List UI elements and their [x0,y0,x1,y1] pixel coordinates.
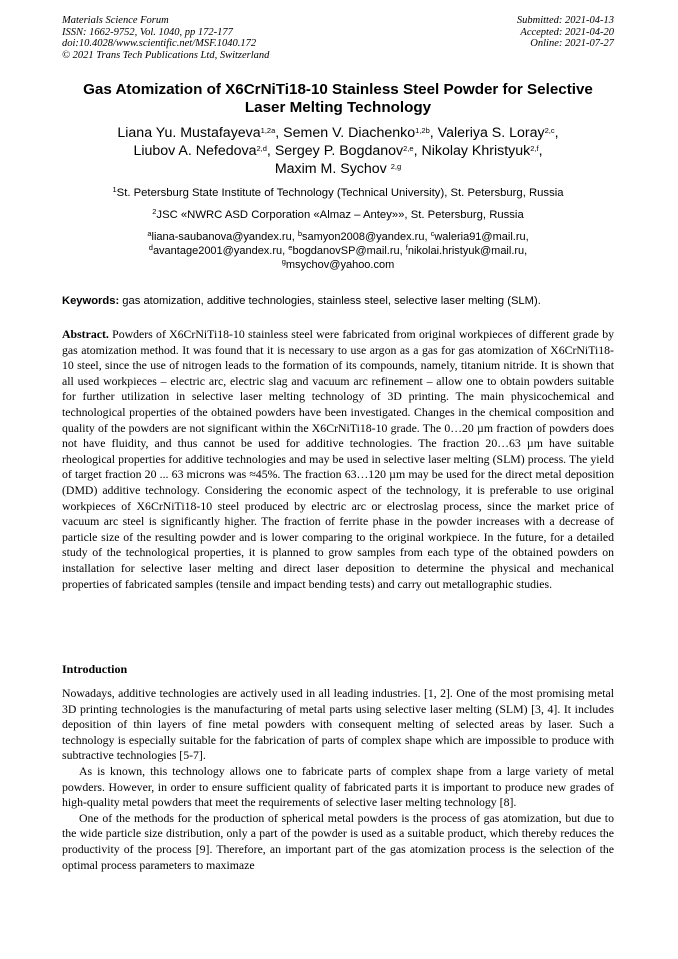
issn-line: ISSN: 1662-9752, Vol. 1040, pp 172-177 [62,26,233,38]
paragraph: One of the methods for the production of spherical metal powders is the process of gas atomization, but due to the wide particle size distribution, only a part of the powder is used as a suitable product, which thereby reduces the productivity of the process [9]. Therefore, an important part of the gas atomization process is the selection of the optimal process parameters to maximaze [62,810,614,872]
author-name: Liana Yu. Mustafayeva [117,125,261,141]
email-address[interactable]: samyon2008@yandex.ru [302,231,425,243]
author-affiliation-mark: 2,f [530,144,539,153]
email-mark: f [405,243,408,252]
email-list [62,230,614,272]
accepted-date: Accepted: 2021-04-20 [520,26,614,38]
title-line-1: Gas Atomization of X6CrNiTi18-10 Stainless Steel Powder for Selective [83,81,593,98]
keywords-text: gas atomization, additive technologies, stainless steel, selective laser melting (SLM). [119,295,541,307]
abstract-text: Powders of X6CrNiTi18-10 stainless steel were fabricated from original workpieces of different grade by gas atomization method. It was found that it is necessary to use argon as a gas for gas atomization of X6CrNiTi18-10 steel, since the use of nitrogen leads to the formation of its compounds, namely, titanium nitride. It is shown that all used workpieces – electric arc, electric slag and vacuum arc refinement – allow one to obtain powders suitable for further utilization in selective laser melting technology of 3D printing. The main physicochemical and technological properties of the obtained powders have been investigated. Changes in the chemical composition and quality of the powders are not significant within the X6CrNiTi18-10 grade. The 0…20 µm fraction of powders does not have fluidity, and thus cannot be used for additive technologies. The fraction 20…63 µm have suitable rheological properties for additive technologies and may be used in selective laser melting (SLM) process. The yield of target fraction 20 ... 63 microns was ≈45%. The fraction 63…120 µm may be used for the direct metal deposition (DMD) additive technology. Considering the economic aspect of the technology, it is preferable to use original workpieces of X6CrNiTi18-10 steel produced by electric arc or electroslag process, since the market price of vacuum arc steel is significantly higher. The fraction of ferrite phase in the powder increases with a decrease of particle size of the resulting powder and is lower comparing to the original workpiece. In the future, for a detailed study of the technological properties, it is planned to grow samples from each type of the obtained powders on installation for selective laser melting and direct laser deposition to determine the physical and mechanical properties of fabricated samples (tensile and impact bending tests) and carry out metallographic studies. [62,327,614,591]
copyright-line: © 2021 Trans Tech Publications Ltd, Switzerland [62,49,270,61]
email-line [62,244,614,258]
email-mark: a [147,229,152,238]
author-affiliation-mark: 2,c [544,126,555,135]
author-name: Sergey P. Bogdanov [274,143,404,159]
email-separator: , [399,245,406,257]
author-name: Maxim M. Sychov [274,161,391,177]
author-name: Nikolay Khristyuk [421,143,531,159]
publication-info [62,15,269,61]
email-mark: e [288,243,293,252]
email-address[interactable]: waleria91@mail.ru, [434,231,529,243]
author-affiliation-mark: 2,d [256,144,267,153]
author-line [62,160,614,178]
paragraph: As is known, this technology allows one to fabricate parts of complex shape from a large variety of metal powders. However, in order to ensure sufficient quality of fabricated parts it is important to produce new grades of high-quality metal powders that meet the requirements of selective laser melting technology [8]. [62,763,614,810]
email-line [62,230,614,244]
doi-line: doi:10.4028/www.scientific.net/MSF.1040.172 [62,38,257,49]
author-affiliation-mark: 2,g [390,162,402,171]
keywords [62,294,622,308]
online-date: Online: 2021-07-27 [530,38,614,49]
email-address[interactable]: liana-saubanova@yandex.ru [151,231,292,243]
author-name: Semen V. Diachenko [283,125,416,141]
affiliation-mark: 2 [152,207,157,216]
paper-title [62,81,614,117]
email-address[interactable]: nikolai.hristyuk@mail.ru, [407,245,528,257]
affiliation-mark: 1 [112,185,117,194]
email-address[interactable]: bogdanovSP@mail.ru [292,245,400,257]
introduction-heading: Introduction [62,662,128,676]
email-address[interactable]: msychov@yahoo.com [285,259,395,271]
author-separator: , [429,125,438,141]
email-mark: b [297,229,302,238]
abstract-label: Abstract. [62,327,109,341]
author-name: Valeriya S. Loray [437,125,545,141]
author-list [62,124,614,178]
author-separator: , [266,143,275,159]
author-name: Liubov A. Nefedova [133,143,257,159]
affiliation-text: St. Petersburg State Institute of Technology (Technical University), St. Petersburg, Russia [116,187,564,199]
author-separator: , [413,143,422,159]
introduction-body [62,686,614,873]
email-address[interactable]: avantage2001@yandex.ru [152,245,283,257]
email-separator: , [291,231,298,243]
abstract [62,327,614,592]
author-separator: , [275,125,284,141]
author-separator: , [554,125,559,141]
affiliation-1 [62,186,614,200]
email-separator: , [424,231,431,243]
affiliation-text: JSC «NWRC ASD Corporation «Almaz – Antey»», St. Petersburg, Russia [156,209,524,221]
affiliation-2 [62,208,614,222]
author-affiliation-mark: 2,e [403,144,414,153]
title-line-2: Laser Melting Technology [244,99,432,116]
paragraph: Nowadays, additive technologies are actively used in all leading industries. [1, 2]. One of the most promising metal 3D printing technologies is the manufacturing of metal parts using selective laser melting (SLM) [3, 4]. It includes deposition of thin layers of fine metal powders with consequent melting of selected areas by laser. Such a technology is especially suitable for the fabrication of parts of complex shape which are impossible to produce with subtractive technologies [5-7]. [62,686,614,763]
keywords-label: Keywords: [62,295,120,307]
email-mark: g [281,257,286,266]
author-line [62,142,614,160]
email-separator: , [282,245,289,257]
email-mark: d [148,243,153,252]
email-line [62,258,614,272]
author-line [62,124,614,142]
author-affiliation-mark: 1,2b [415,126,430,135]
author-affiliation-mark: 1,2a [260,126,276,135]
journal-name: Materials Science Forum [62,15,169,26]
email-mark: c [430,229,435,238]
submitted-date: Submitted: 2021-04-13 [516,15,614,26]
author-separator: , [538,143,543,159]
publication-dates [517,15,614,50]
